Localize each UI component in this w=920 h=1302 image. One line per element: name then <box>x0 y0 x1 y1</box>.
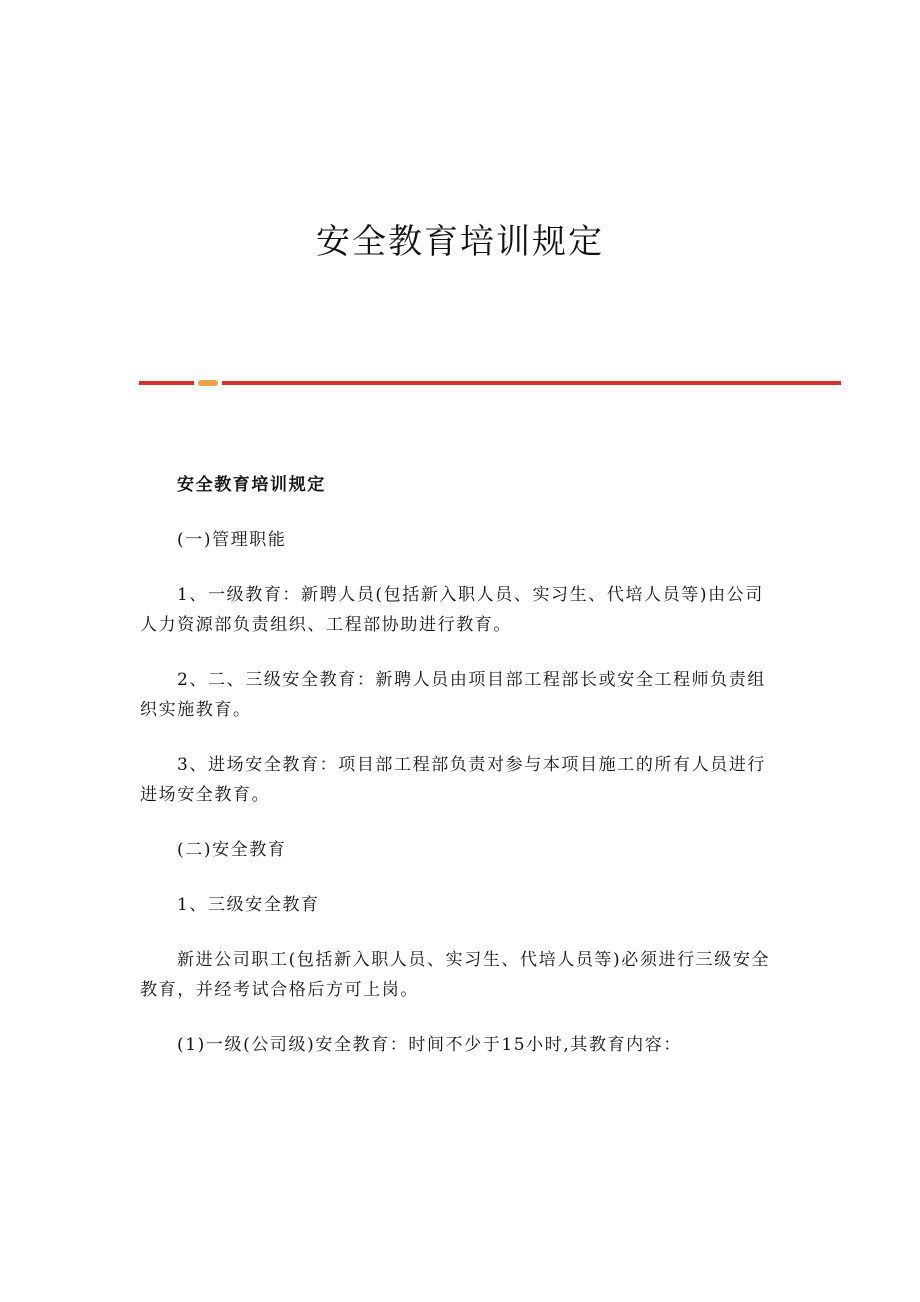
document-body <box>140 470 780 1085</box>
paragraph: 3、进场安全教育：项目部工程部负责对参与本项目施工的所有人员进行进场安全教育。 <box>140 755 767 805</box>
section-heading: 安全教育培训规定 <box>177 475 326 495</box>
title-divider <box>139 381 841 386</box>
paragraph: 新进公司职工(包括新入职人员、实习生、代培人员等)必须进行三级安全教育，并经考试合格后方可上岗。 <box>140 950 771 1000</box>
paragraph: (1)一级(公司级)安全教育：时间不少于15小时,其教育内容： <box>177 1035 682 1055</box>
subsection-heading: (一)管理职能 <box>177 530 287 550</box>
divider-right-segment <box>222 381 841 385</box>
paragraph: 1、一级教育：新聘人员(包括新入职人员、实习生、代培人员等)由公司人力资源部负责组织、工程部协助进行教育。 <box>140 585 764 635</box>
subsection-heading: (二)安全教育 <box>177 840 287 860</box>
paragraph: 1、三级安全教育 <box>177 895 320 915</box>
document-title: 安全教育培训规定 <box>316 222 604 262</box>
paragraph: 2、二、三级安全教育：新聘人员由项目部工程部长或安全工程师负责组织实施教育。 <box>140 670 767 720</box>
divider-ornament <box>198 380 218 386</box>
divider-left-segment <box>139 381 194 385</box>
